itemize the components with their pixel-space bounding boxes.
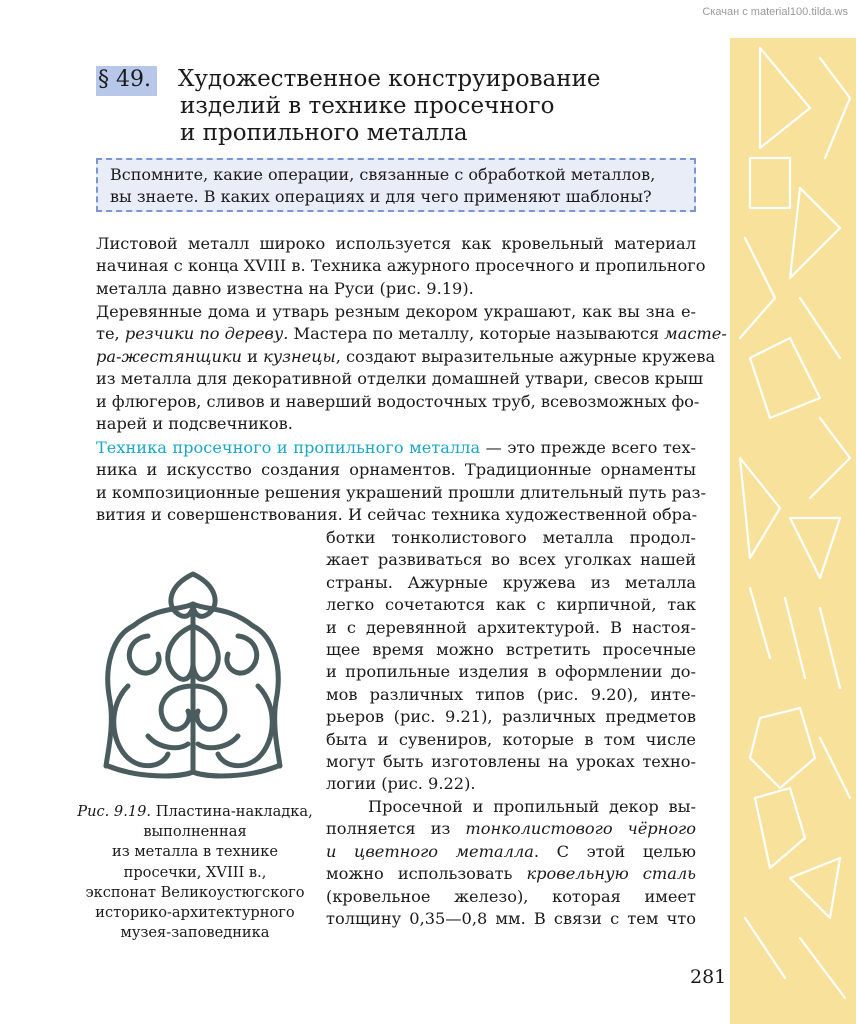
- text-line: Просечной и пропильный декор вы-: [368, 796, 696, 816]
- geometric-ornament-icon: [730, 38, 856, 1024]
- text-span: и: [241, 346, 264, 366]
- text-line: логии (рис. 9.22).: [326, 774, 476, 794]
- caption-line: экспонат Великоустюгского: [85, 883, 305, 901]
- text-span: — это прежде всего тех-: [480, 438, 696, 457]
- text-line: [326, 863, 696, 885]
- italic-term: кузнецы: [263, 346, 336, 366]
- text-span: те,: [96, 324, 125, 344]
- text-line: [96, 346, 716, 368]
- text-line: [326, 841, 696, 863]
- figure-9-19-openwork-plate: [88, 566, 298, 786]
- text-line: мов различных типов (рис. 9.20), инте-: [326, 684, 696, 704]
- text-line: рьеров (рис. 9.21), различных предметов: [326, 707, 696, 727]
- text-line: жает развиваться во всех уголках нашей: [326, 550, 696, 570]
- text-line: из металла для декоративной отделки домашней утвари, свесов крыш: [96, 369, 704, 389]
- text-span: Мастера по металлу, которые называются: [288, 324, 665, 344]
- text-line: быта и сувениров, которые в том числе: [326, 729, 696, 749]
- text-line: [326, 818, 696, 840]
- paragraph-3: [96, 437, 706, 527]
- text-span: , создают выразительные ажурные кружева: [335, 346, 716, 366]
- text-span: Пластина-накладка,: [151, 803, 313, 820]
- section-title-line: и пропильного металла: [180, 120, 468, 146]
- text-span: полняется из: [326, 819, 466, 839]
- italic-term: и цветного металла: [326, 841, 534, 861]
- text-line: легко сочетаются как с кирпичной, так: [326, 595, 696, 615]
- section-title-line: изделий в технике просечного: [180, 93, 555, 119]
- section-number: § 49.: [96, 66, 157, 96]
- text-line: вития и совершенствования. И сейчас техника художественной обра-: [96, 505, 698, 525]
- caption-figure-label: Рис. 9.19.: [77, 803, 152, 820]
- text-line: [96, 437, 696, 459]
- openwork-plate-icon: [88, 566, 298, 786]
- text-line: могут быть изготовлены на уроках техно-: [326, 752, 696, 772]
- text-line: и с деревянной архитектурой. В настоя-: [326, 617, 696, 637]
- caption-line: музея-заповедника: [120, 924, 270, 942]
- text-line: [96, 323, 727, 345]
- italic-term: резчики по дереву.: [124, 324, 289, 344]
- text-line: и пропильные изделия в оформлении до-: [326, 662, 696, 682]
- text-line: толщину 0,35—0,8 мм. В связи с тем что: [326, 908, 696, 928]
- right-column-text: [326, 527, 696, 930]
- section-title-line: Художественное конструирование: [178, 66, 601, 92]
- highlighted-term: Техника просечного и пропильного металла: [96, 438, 481, 457]
- section-title: [178, 66, 601, 147]
- italic-term: ра-жестянщики: [96, 346, 242, 366]
- text-line: щее время можно встретить просечные: [326, 640, 696, 660]
- text-line: и композиционные решения украшений прошли длительный путь раз-: [96, 482, 706, 502]
- text-line: страны. Ажурные кружева из металла: [326, 572, 696, 592]
- text-line: ботки тонколистового металла продол-: [326, 528, 696, 547]
- caption-line: историко-архитектурного: [95, 904, 295, 922]
- figure-caption: [70, 802, 320, 943]
- paragraph-2: [96, 301, 727, 435]
- text-span: . С этой целью: [533, 841, 697, 861]
- caption-line: выполненная: [143, 823, 247, 841]
- italic-term: кровельную сталь: [526, 864, 696, 884]
- recall-question-box: [96, 158, 696, 212]
- text-line: Листовой металл широко используется как кровельный материал: [96, 234, 696, 253]
- watermark: Скачан с material100.tilda.ws: [702, 6, 848, 18]
- decorative-side-band: [730, 38, 856, 1024]
- italic-term: тонколистового чёрного: [465, 819, 696, 839]
- page-number: 281: [690, 966, 727, 988]
- text-line: ника и искусство создания орнаментов. Традиционные орнаменты: [96, 460, 696, 480]
- text-line: Деревянные дома и утварь резным декором украшают, как вы зна е-: [96, 302, 696, 321]
- caption-line: из металла в технике: [112, 843, 278, 861]
- text-span: можно использовать: [326, 864, 527, 884]
- caption-line: просечки, XVIII в.,: [123, 863, 267, 881]
- caption-line: [70, 802, 320, 822]
- text-line: нарей и подсвечников.: [96, 414, 293, 434]
- recall-line: Вспомните, какие операции, связанные с обработкой металлов,: [110, 165, 656, 184]
- text-line: металла давно известна на Руси (рис. 9.19).: [96, 278, 474, 298]
- text-line: (кровельное железо), которая имеет: [326, 886, 696, 906]
- text-line: и флюгеров, сливов и наверший водосточных труб, всевозможных фо-: [96, 391, 700, 411]
- paragraph-1: [96, 233, 706, 300]
- text-line: начиная с конца XVIII в. Техника ажурного просечного и пропильного: [96, 256, 706, 276]
- italic-term: масте-: [664, 324, 727, 344]
- recall-line: вы знаете. В каких операциях и для чего применяют шаблоны?: [110, 187, 652, 206]
